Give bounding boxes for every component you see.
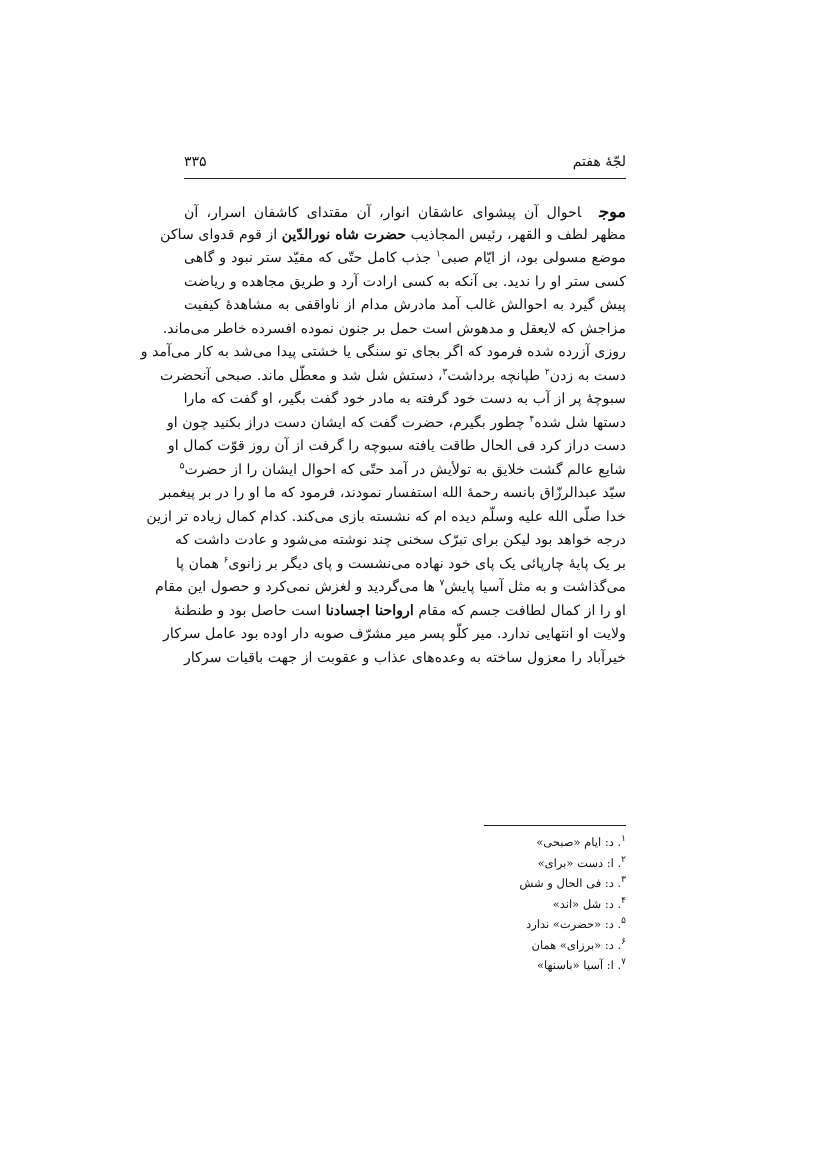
footnote-number: ۱ (621, 834, 626, 845)
footnote-ref: ۳ (442, 366, 448, 377)
text-line (175, 553, 626, 577)
footnote-divider (484, 825, 626, 826)
text-span: احوال آن پیشوای عاشقان انوار، آن مقتدای کاشفان اسرار، آن (184, 205, 582, 221)
text-span: مزاجش که لایعقل و مدهوش است حمل بر جنون نموده افسرده خاطر می‌ماند. (162, 320, 626, 337)
footnote-ref: ۶ (223, 554, 229, 565)
text-span: او را از کمال لطافت جسم که مقام (413, 602, 626, 619)
text-span: است حاصل بود و طنطنهٔ (173, 602, 326, 619)
footnote-text: . د: ایام «صبحی» (536, 835, 622, 849)
footnote-number: ۳ (621, 875, 626, 886)
footnote-ref: ۵ (179, 460, 185, 471)
text-line (167, 435, 626, 459)
text-span: مظهر لطف و القهر، رئیس المجاذیب (406, 226, 626, 243)
text-line (159, 482, 626, 506)
text-span: چطور بگیرم، حضرت گفت که ایشان دست دراز بکنید چون او (166, 414, 530, 431)
text-line (184, 271, 626, 295)
text-span: جذب کامل حتّی که مقیّد ستر نبود و گاهی (184, 250, 437, 266)
text-line (184, 388, 626, 412)
footnote-number: ۲ (621, 854, 626, 865)
saint-name: حضرت شاه نورالدّین (281, 226, 407, 243)
text-span: خدا صلّی الله علیه وسلّم دیده ام که نشسته بازی می‌کند. کدام کمال زیاده تر ازین (146, 508, 626, 525)
page-number: ۳۳۵ (184, 154, 207, 170)
arabic-phrase: ارواحنا اجسادنا (325, 602, 414, 619)
text-line (173, 600, 626, 624)
footnote-text: . د: «برزای» همان (531, 937, 622, 952)
text-span: از قوم قدوای ساکن (160, 226, 282, 243)
text-span: سیّد عبدالرزّاق بانسه رحمهٔ الله استفسار نمودند، فرمود که ما او را در بر پیغمبر (159, 485, 626, 501)
text-line (184, 200, 626, 224)
footnote-item (366, 914, 626, 935)
footnote-text: . د: فی الحال و شش (519, 876, 622, 890)
text-span: موضع مسولی بود، از ایّام صبی (441, 250, 626, 266)
footnote-text: . ا: آسیا «باسنها» (536, 958, 622, 972)
text-span: می‌گذاشت و به مثل آسیا پایش (444, 579, 626, 595)
footnote-item (366, 832, 626, 853)
text-line (184, 294, 626, 318)
text-span: طپانچه برداشت (447, 367, 545, 384)
footnote-text: . ا: دست «برای» (537, 855, 622, 870)
text-span: دستها شل شده (534, 414, 626, 431)
text-line (155, 576, 626, 600)
footnote-item (366, 873, 626, 894)
text-line (159, 365, 626, 389)
text-span: ولایت او انتهایی ندارد. میر کلّو پسر میر مشرّف صوبه دار اوده بود عامل سرکار (163, 626, 626, 642)
text-line (140, 341, 626, 365)
text-span: درجه خواهد بود لیکن برای تبرّک سخنی چند نوشته می‌شود و عادت داشت که (175, 532, 626, 548)
text-line (184, 247, 626, 271)
footnote-text: . د: «حضرت» ندارد (526, 917, 622, 931)
footnote-text: . د: شل «اند» (552, 896, 622, 911)
text-span: سبوچهٔ پر از آب به دست خود گرفته به مادر خود گفت بگیر، او گفت که مارا (183, 391, 626, 407)
text-line (163, 623, 626, 647)
footnote-number: ۵ (621, 916, 626, 927)
text-line (179, 459, 626, 483)
footnote-item (366, 955, 626, 976)
body-text (140, 200, 626, 670)
footnote-ref: ۲ (544, 366, 550, 377)
text-span: کسی ستر او را ندید. بی آنکه به کسی ارادت آرد و طریق مجاهده و ریاضت (184, 273, 626, 290)
text-line (160, 224, 626, 248)
footnote-number: ۷ (621, 957, 626, 968)
footnote-ref: ۱ (436, 249, 441, 260)
chapter-title: لجّهٔ هفتم (572, 154, 626, 170)
text-span: همان پا (175, 555, 224, 572)
footnote-item (366, 894, 626, 915)
text-span: ها می‌گردید و لغزش نمی‌کرد و حصول این مقام (155, 579, 440, 595)
footnote-ref: ۴ (529, 413, 535, 424)
text-line (146, 506, 626, 530)
text-line (162, 318, 626, 342)
text-span: خیرآباد را معزول ساخته به وعده‌های عذاب و عقوبت از جهت باقیات سرکار (184, 649, 626, 666)
text-line (166, 412, 626, 436)
footnote-number: ۶ (621, 936, 626, 947)
text-line (184, 647, 626, 671)
footnote-ref: ۷ (439, 578, 445, 589)
page-header (184, 150, 626, 179)
text-line (175, 529, 626, 553)
text-span: ، دستش شل شد و معطّل ماند. صبحی آنحضرت (159, 367, 443, 384)
text-span: بر یک پایهٔ چارپائی یک پای خود نهاده می‌نشست و پای دیگر بر زانوی (228, 555, 626, 572)
section-heading: موج (599, 202, 626, 221)
text-span: روزی آزرده شده فرمود که اگر بجای تو سنگی یا خشتی پیدا می‌شد به کار می‌آمد و (140, 344, 626, 360)
footnote-item (366, 935, 626, 956)
text-span: پیش گیرد به احوالش غالب آمد مادرش مدام از ناواقفی به مشاهدهٔ کیفیت (184, 297, 626, 313)
text-span: شایع عالم گشت خلایق به تولأیش در آمد حتّی که احوال ایشان را از حضرت (184, 461, 626, 478)
text-span: دست دراز کرد فی الحال طاقت یافته سبوچه را گرفت از آن روز قوّت کمال او (167, 438, 626, 454)
text-span: دست به زدن (549, 367, 626, 384)
footnotes (366, 832, 626, 976)
footnote-number: ۴ (621, 895, 626, 906)
footnote-item (366, 853, 626, 874)
